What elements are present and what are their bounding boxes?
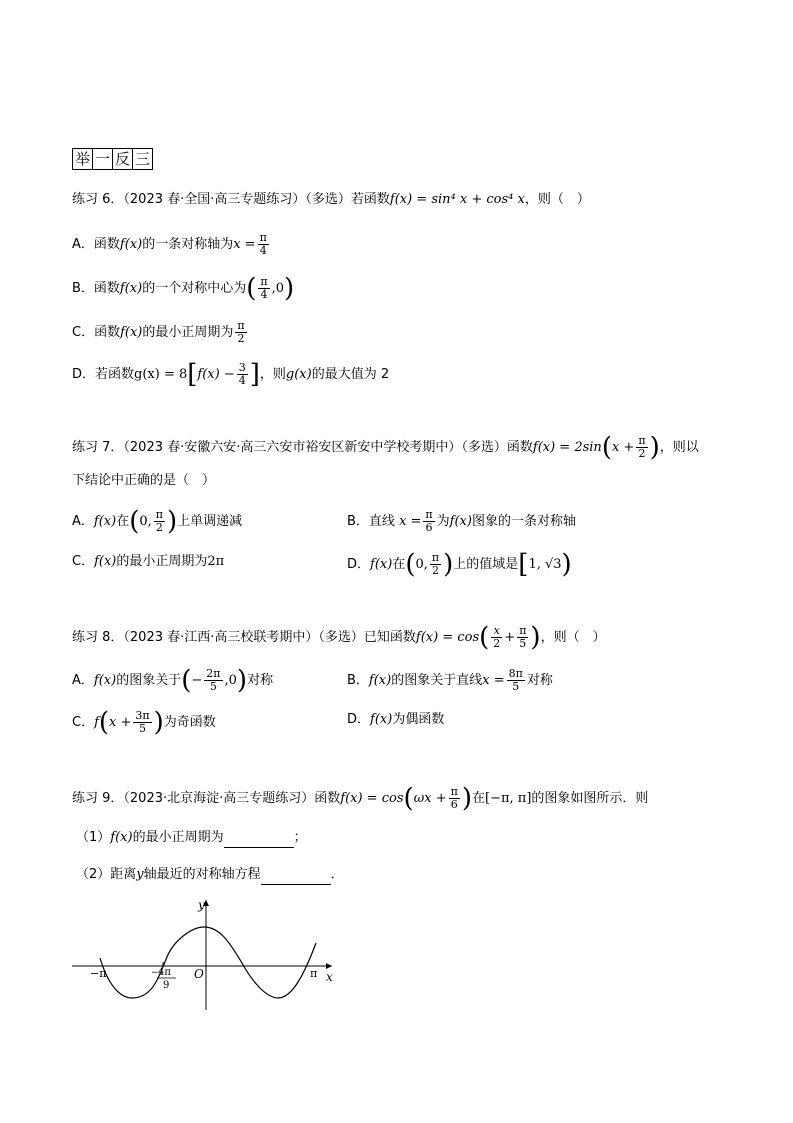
fraction: $\frac{\pi}{6}$	[450, 785, 458, 811]
heading-char: 反	[112, 149, 132, 169]
origin-label: O	[194, 967, 204, 981]
tick-numerator: 4π	[158, 967, 171, 978]
fraction: $\frac{\pi}{2}$	[237, 319, 245, 345]
fraction: $\frac{3}{4}$	[238, 361, 246, 387]
exercise-8-option-d: D．f(x)为偶函数	[347, 712, 445, 727]
exercise-6-option-d: D．若函数g(x) = 8[f(x) − $\frac{3}{4}$ ]，则g(x)的最大值为 2	[72, 359, 390, 390]
fraction: $\frac{\pi}{5}$	[519, 624, 527, 650]
exercise-9-question-2: （2）距离y轴最近的对称轴方程 ．	[76, 865, 344, 885]
answer-blank[interactable]	[261, 870, 331, 885]
curve-path	[100, 927, 316, 998]
exercise-6-option-b: B．函数f(x)的一个对称中心为( $\frac{\pi}{4}$ ,0)	[72, 273, 295, 304]
section-heading	[72, 148, 153, 170]
exercise-8-option-c: C．f(x + $\frac{3\pi}{5}$ )为奇函数	[72, 707, 216, 738]
exercise-7-option-c: C．f(x)的最小正周期为2π	[72, 554, 225, 569]
y-axis-label: y	[198, 898, 205, 912]
exercise-6-stem: 练习 6．（2023 春·全国·高三专题练习）（多选）若函数f(x) = sin⁴ x + cos⁴ x，则（ ）	[72, 192, 590, 207]
x-axis-label: x	[326, 970, 333, 984]
exercise-8-option-a: A．f(x)的图象关于(− $\frac{2\pi}{5}$ ,0)对称	[72, 665, 274, 696]
fraction: $\frac{\pi}{6}$	[425, 508, 433, 534]
heading-char: 一	[92, 149, 112, 169]
exercise-7-stem: 练习 7．（2023 春·安徽六安·高三六安市裕安区新安中学校考期中）（多选）函数f(x) = 2sin(x + $\frac{\pi}{2}$ )，则以	[72, 432, 699, 463]
exercise-7-option-b: B．直线 x = $\frac{\pi}{6}$ 为f(x)图象的一条对称轴	[347, 508, 576, 534]
neg-pi-label: −π	[90, 967, 107, 980]
fraction: $\frac{\pi}{4}$	[260, 275, 268, 301]
tick-neg-sign: −	[151, 968, 159, 978]
exercise-7-option-d: D．f(x)在(0, $\frac{\pi}{2}$ )上的值域是[1, √3)	[347, 549, 572, 580]
fraction: $\frac{\pi}{2}$	[431, 551, 440, 577]
tick-denominator: 9	[163, 980, 170, 991]
fraction: $\frac{\pi}{2}$	[638, 434, 646, 460]
pi-label: π	[310, 967, 318, 980]
fraction: $\frac{\pi}{4}$	[259, 231, 267, 257]
exercise-9-stem: 练习 9．（2023·北京海淀·高三专题练习）函数f(x) = cos(ωx + $\frac{\pi}{6}$ )在[−π, π]的图象如图所示．则	[72, 783, 649, 814]
fraction: $\frac{x}{2}$	[493, 624, 501, 650]
answer-blank[interactable]	[224, 833, 294, 848]
exercise-8-option-b: B．f(x)的图象关于直线x = $\frac{8\pi}{5}$ 对称	[347, 667, 553, 693]
fraction: $\frac{8\pi}{5}$	[508, 667, 523, 693]
exercise-9-question-1: （1）f(x)的最小正周期为 ；	[76, 828, 307, 848]
cosine-graph	[70, 895, 350, 1015]
fraction: $\frac{3\pi}{5}$	[135, 709, 150, 735]
exercise-6-option-a: A．函数f(x)的一条对称轴为x = $\frac{\pi}{4}$	[72, 231, 267, 257]
fraction: $\frac{2\pi}{5}$	[206, 667, 221, 693]
heading-char: 举	[75, 150, 91, 168]
fraction: $\frac{\pi}{2}$	[155, 508, 164, 534]
exercise-7-stem-line2: 下结论中正确的是（ ）	[72, 473, 216, 488]
exercise-8-stem: 练习 8．（2023 春·江西·高三校联考期中）（多选）已知函数f(x) = cos( $\frac{x}{2}$ + $\frac{\pi}{5}$ )，则（ ）	[72, 622, 606, 653]
heading-char: 三	[132, 149, 152, 169]
exercise-6-option-c: C．函数f(x)的最小正周期为 $\frac{\pi}{2}$	[72, 319, 245, 345]
exercise-7-option-a: A．f(x)在(0, $\frac{\pi}{2}$ )上单调递减	[72, 506, 243, 537]
